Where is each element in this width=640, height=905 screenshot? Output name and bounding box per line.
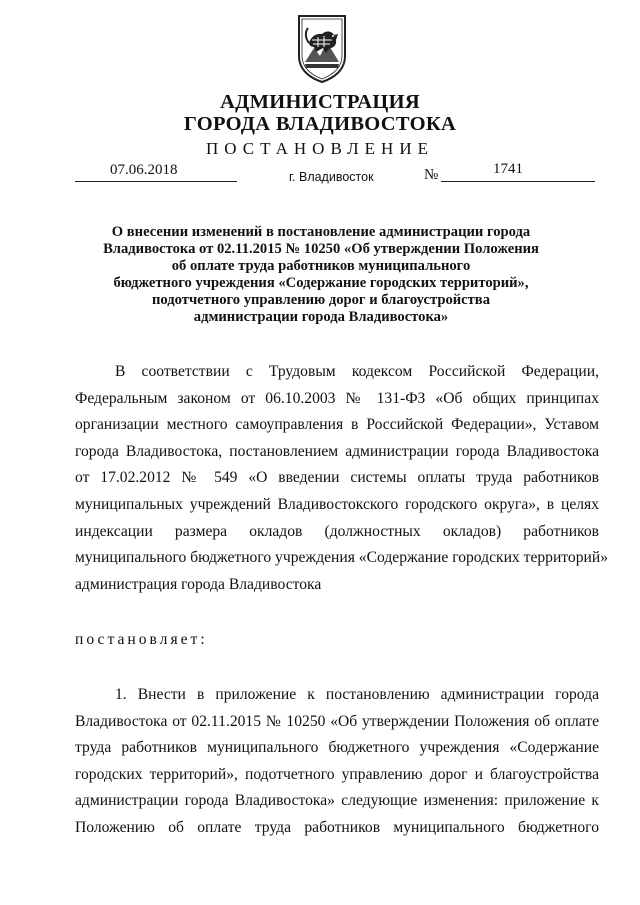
paragraph-line: администрации города Владивостока» следующие изменения: приложение к	[75, 792, 599, 810]
subject-line: Владивостока от 02.11.2015 № 10250 «Об утверждении Положения	[103, 241, 539, 258]
paragraph-line: муниципальных учреждений Владивостокского городского округа», в целях	[75, 495, 599, 513]
item-1-paragraph	[75, 682, 599, 842]
number-underline	[441, 181, 595, 182]
paragraph-line: организации местного самоуправления в Российской Федерации», Уставом	[75, 416, 599, 434]
city-coat-of-arms-emblem	[296, 12, 348, 84]
number-sign: №	[424, 167, 439, 183]
subject-line: бюджетного учреждения «Содержание городских территорий»,	[113, 275, 529, 292]
paragraph-line: Положению об оплате труда работников муниципального бюджетного	[75, 818, 599, 836]
organization-name-line2: ГОРОДА ВЛАДИВОСТОКА	[183, 113, 457, 135]
paragraph-line: администрация города Владивостока	[75, 575, 322, 593]
resolves-word: постановляет:	[75, 631, 208, 648]
document-date: 07.06.2018	[110, 162, 178, 178]
subject-line: подотчетного управлению дорог и благоустройства	[152, 292, 490, 309]
document-city: г. Владивосток	[289, 170, 374, 184]
document-type: ПОСТАНОВЛЕНИЕ	[205, 139, 434, 158]
organization-name-line1: АДМИНИСТРАЦИЯ	[220, 91, 420, 113]
paragraph-line: Федеральным законом от 06.10.2003 № 131-ФЗ «Об общих принципах	[75, 389, 599, 407]
preamble-paragraph	[75, 359, 608, 598]
date-underline	[75, 181, 237, 182]
paragraph-line: муниципального бюджетного учреждения «Содержание городских территорий»	[75, 549, 608, 567]
paragraph-line: индексации размера окладов (должностных окладов) работников	[75, 522, 599, 540]
paragraph-line: труда работников муниципального бюджетного учреждения «Содержание	[75, 739, 599, 757]
subject-line: О внесении изменений в постановление администрации города	[111, 224, 531, 240]
paragraph-line: городских территорий», подотчетного управлению дорог и благоустройства	[75, 765, 599, 783]
subject-line: администрации города Владивостока»	[193, 309, 449, 326]
document-subject	[90, 224, 552, 327]
subject-line: об оплате труда работников муниципального	[171, 258, 471, 275]
paragraph-line: В соответствии с Трудовым кодексом Российской Федерации,	[115, 363, 599, 380]
paragraph-line: Владивостока от 02.11.2015 № 10250 «Об утверждении Положения об оплате	[75, 712, 599, 730]
paragraph-line: от 17.02.2012 № 549 «О введении системы оплаты труда работников	[75, 469, 599, 487]
paragraph-line: 1. Внести в приложение к постановлению администрации города	[115, 686, 599, 703]
document-number: 1741	[493, 161, 523, 177]
paragraph-line: города Владивостока, постановлением администрации города Владивостока	[75, 442, 599, 460]
